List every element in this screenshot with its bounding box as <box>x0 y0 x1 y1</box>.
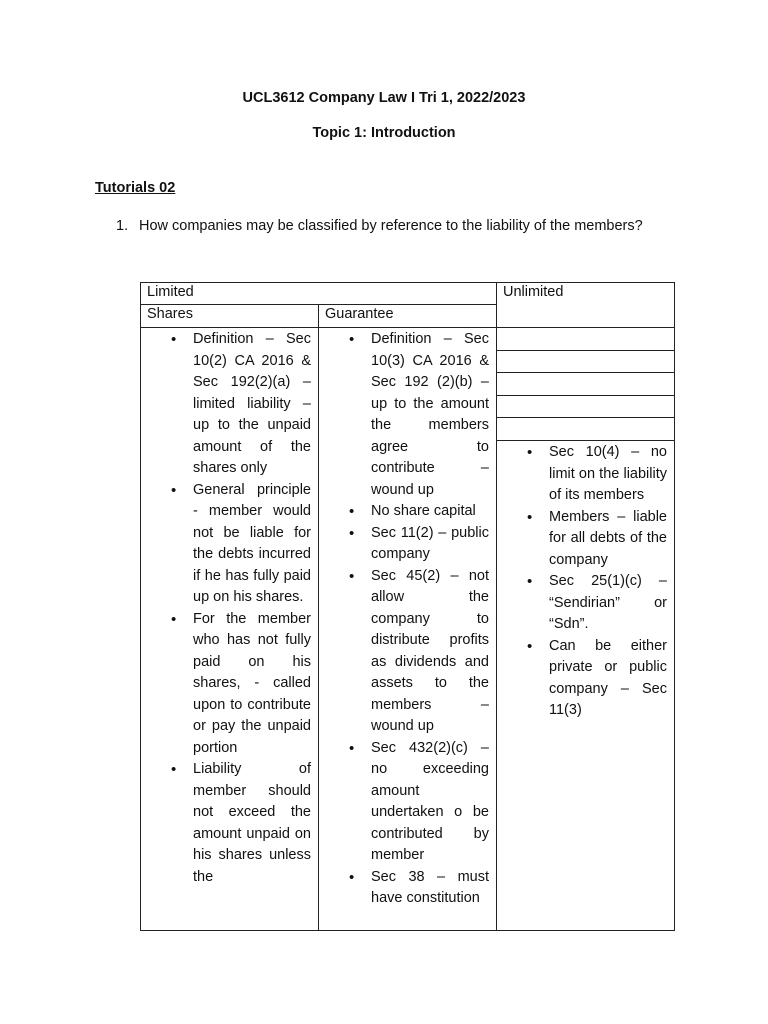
guarantee-item-3: • Sec 11(2) – public company <box>349 523 489 566</box>
unlimited-item-4: • Can be either private or public company – Sec 11(3) <box>527 636 667 722</box>
header-guarantee: Guarantee <box>325 306 394 322</box>
question-number: 1. <box>116 218 129 234</box>
unlimited-item-2: • Members – liable for all debts of the company <box>527 507 667 572</box>
guarantee-item-1: • Definition – Sec 10(3) CA 2016 & Sec 192 (2)(b) – up to the amount the members agree to contribute – wound up <box>349 329 489 501</box>
header-limited: Limited <box>147 284 194 300</box>
shares-item-3: • For the member who has not fully paid on his shares, - called upon to contribute or pay the unpaid portion <box>171 609 311 760</box>
unlimited-item-3: • Sec 25(1)(c) – “Sendirian” or “Sdn”. <box>527 571 667 636</box>
question-text: How companies may be classified by reference to the liability of the members? <box>139 218 643 234</box>
shares-list <box>171 329 311 888</box>
topic-title: Topic 1: Introduction <box>312 125 456 141</box>
unlimited-list <box>527 442 667 722</box>
unlimited-item-1: • Sec 10(4) – no limit on the liability of its members <box>527 442 667 507</box>
guarantee-item-5: • Sec 432(2)(c) – no exceeding amount undertaken o be contributed by member <box>349 738 489 867</box>
tutorial-heading: Tutorials 02 <box>95 180 176 196</box>
guarantee-list <box>349 329 489 910</box>
guarantee-item-2: • No share capital <box>349 501 489 523</box>
course-title: UCL3612 Company Law I Tri 1, 2022/2023 <box>242 90 526 106</box>
guarantee-item-4: • Sec 45(2) – not allow the company to distribute profits as dividends and assets to the members – wound up <box>349 566 489 738</box>
shares-item-2: • General principle - member would not be liable for the debts incurred if he has fully paid up on his shares. <box>171 480 311 609</box>
shares-item-1: • Definition – Sec 10(2) CA 2016 & Sec 192(2)(a) – limited liability – up to the unpaid amount of the shares only <box>171 329 311 480</box>
header-shares: Shares <box>147 306 193 322</box>
shares-item-4: • Liability of member should not exceed the amount unpaid on his shares unless the <box>171 759 311 888</box>
guarantee-item-6: • Sec 38 – must have constitution <box>349 867 489 910</box>
header-unlimited: Unlimited <box>503 284 564 300</box>
